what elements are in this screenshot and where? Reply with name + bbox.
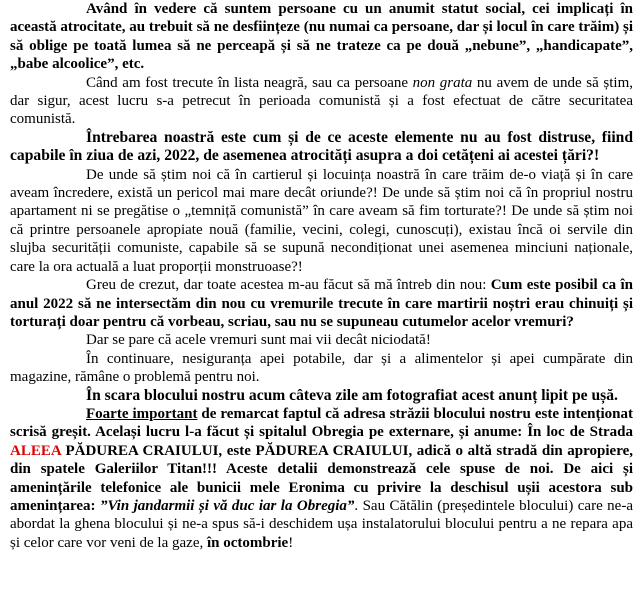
text-run: . Sau Cătălin (președintele blocului) care ne-a abordat la ghena blocului și ne-a spus să-i deschidem ușa instalatorului blocului pentru a ne repara apa și celor care vor veni de la gaze,: [10, 497, 633, 551]
text-run: În continuare, nesiguranța apei potabile, dar și a alimentelor și apei cumpărate din magazine, rămâne o problemă pentru noi.: [10, 350, 633, 386]
paragraph: [10, 405, 633, 552]
paragraph: [10, 166, 633, 276]
paragraph: [10, 350, 633, 387]
paragraph: [10, 276, 633, 331]
text-run: ”Vin jandarmii și vă duc iar la Obregia”: [99, 497, 355, 514]
text-run: În scara blocului nostru acum câteva zile am fotografiat acest anunț lipit pe ușă.: [86, 386, 618, 404]
text-run: Când am fost trecute în lista neagră, sau ca persoane: [86, 74, 413, 91]
text-run: Foarte important: [86, 405, 198, 422]
text-run: în octombrie: [206, 534, 289, 551]
paragraph: [10, 331, 633, 349]
text-run: Greu de crezut, dar toate acestea m-au făcut să mă întreb din nou:: [86, 277, 491, 294]
text-run: ALEEA: [10, 442, 61, 459]
text-run: Cum este posibil ca în anul 2022 să ne intersectăm din nou cu vremurile trecute în care martirii noștri erau chinuiți și torturați doar pentru că vorbeau, scriau, sau nu se supuneau cutumelor acelor vremuri?: [10, 277, 633, 330]
text-run: nu avem de unde să știm, dar sigur, acest lucru s-a petrecut în perioada comunistă și a fost efectuat de către securitatea comunistă.: [10, 74, 633, 128]
text-run: non grata: [412, 74, 473, 91]
text-run: Având în vedere că suntem persoane cu un anumit statut social, cei implicați în această atrocitate, au trebuit să ne desființeze (nu numai ca persoane, dar și locul în care trăim) și să oblige pe toată lumea să ne perceapă și să ne trateze ca pe două „nebune”, „handicapate”, „babe alcoolice”, etc.: [10, 1, 633, 73]
text-run: Întrebarea noastră este cum și de ce aceste elemente nu au fost distruse, fiind capabile în ziua de azi, 2022, de asemenea atrocități asupra a doi cetățeni ai acestei țări?!: [10, 128, 633, 165]
paragraph: [10, 0, 633, 74]
paragraph: [10, 387, 633, 405]
text-run: De unde să știm noi că în cartierul și locuința noastră în care trăim de-o viață și în care aveam încredere, există un pericol mai mare decât oriunde?! De unde să știm noi că în propriul nostru apartament ni se pregătise o „temniță comunistă” în care aveam să fim torturate?! De unde să știm noi că printre persoanele apropiate nouă (familie, vecini, colegi, cunoscuți), existau încă oi servile din slujba securității comuniste, capabile să se supună necondiționat unei asemenea minciuni naționale, care la ora actuală a luat proporții monstruoase?!: [10, 166, 633, 275]
text-run: Dar se pare că acele vremuri sunt mai vii decât niciodată!: [86, 332, 431, 349]
text-run: de remarcat faptul că adresa străzii blocului nostru este intenționat scrisă greșit. Același lucru l-a făcut și spitalul Obregia pe externare, și anume: În loc de Strada: [10, 405, 633, 441]
text-run: !: [288, 534, 294, 551]
paragraph: [10, 74, 633, 129]
paragraph: [10, 129, 633, 166]
text-run: PĂDUREA CRAIULUI, este PĂDUREA CRAIULUI, adică o altă stradă din apropiere, din spatele Galeriilor Titan!!! Aceste detalii demonstrează cele spuse de noi. De aici și amenințările telefonice ale bunicii mele Eronima cu privire la deschisul ușii acestora sub amenințarea:: [10, 442, 633, 514]
